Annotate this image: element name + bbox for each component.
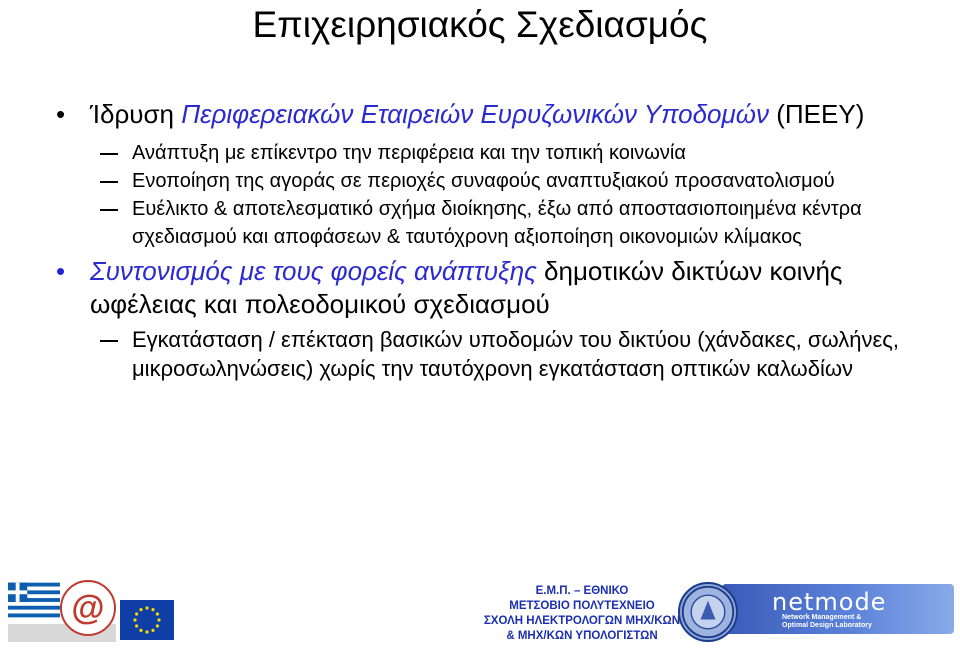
ntua-line-4: & ΜΗΧ/ΚΩΝ ΥΠΟΛΟΓΙΣΤΩΝ [506,630,658,642]
netmode-name: netmode [772,588,887,616]
bullet-2 [56,255,916,321]
ntua-line-1: Ε.Μ.Π. – ΕΘΝΙΚΟ [535,585,629,597]
slide-content [56,98,916,383]
bullet-2-rest: δημοτικών δικτύων κοινής ωφέλειας και πολεοδομικού σχεδιασμού [90,256,843,319]
ntua-line-2: ΜΕΤΣΟΒΙΟ ΠΟΛΥΤΕΧΝΕΙΟ [509,600,655,612]
netmode-subtitle-1: Network Management & [782,614,862,621]
netmode-logo-icon [722,584,954,634]
ntua-name [452,584,712,644]
netmode-subtitle [782,614,872,630]
bullet-1-emphasis: Περιφερειακών Εταιρειών Ευρυζωνικών Υποδομών [181,99,770,129]
sub-bullet-1-1: Ανάπτυξη με επίκεντρο την περιφέρεια και την τοπική κοινωνία [56,139,916,167]
bullet-1-lead: Ίδρυση [90,99,182,129]
slide-title: Επιχειρησιακός Σχεδιασμός [252,4,708,45]
greece-flag-icon [8,580,60,620]
sub-bullet-1-2: Ενοποίηση της αγοράς σε περιοχές συναφούς αναπτυξιακού προσανατολισμού [56,167,916,195]
sub-bullet-1-3: Ευέλικτο & αποτελεσματικό σχήμα διοίκησης, έξω από αποστασιοποιημένα κέντρα σχεδιασμού και αποφάσεων & ταυτόχρονη αξιοποίηση οικονομιών κλίμακος [56,195,916,251]
ntua-seal-icon [678,582,738,642]
eu-flag-icon [120,600,174,640]
ntua-line-3: ΣΧΟΛΗ ΗΛΕΚΤΡΟΛΟΓΩΝ ΜΗΧ/ΚΩΝ [483,615,681,627]
bullet-2-emphasis: Συντονισμός με τους φορείς ανάπτυξης [90,256,537,286]
at-logo-icon: @ [60,580,116,636]
sub-bullet-2-1: Εγκατάσταση / επέκταση βασικών υποδομών του δικτύου (χάνδακες, σωλήνες, μικροσωληνώσεις) χωρίς την ταυτόχρονη εγκατάσταση οπτικών καλωδίων [56,325,916,383]
bullet-1-rest: (ΠΕΕΥ) [769,99,865,129]
bullet-1 [56,98,916,131]
netmode-subtitle-2: Optimal Design Laboratory [782,622,872,629]
footer-logos [0,570,960,652]
